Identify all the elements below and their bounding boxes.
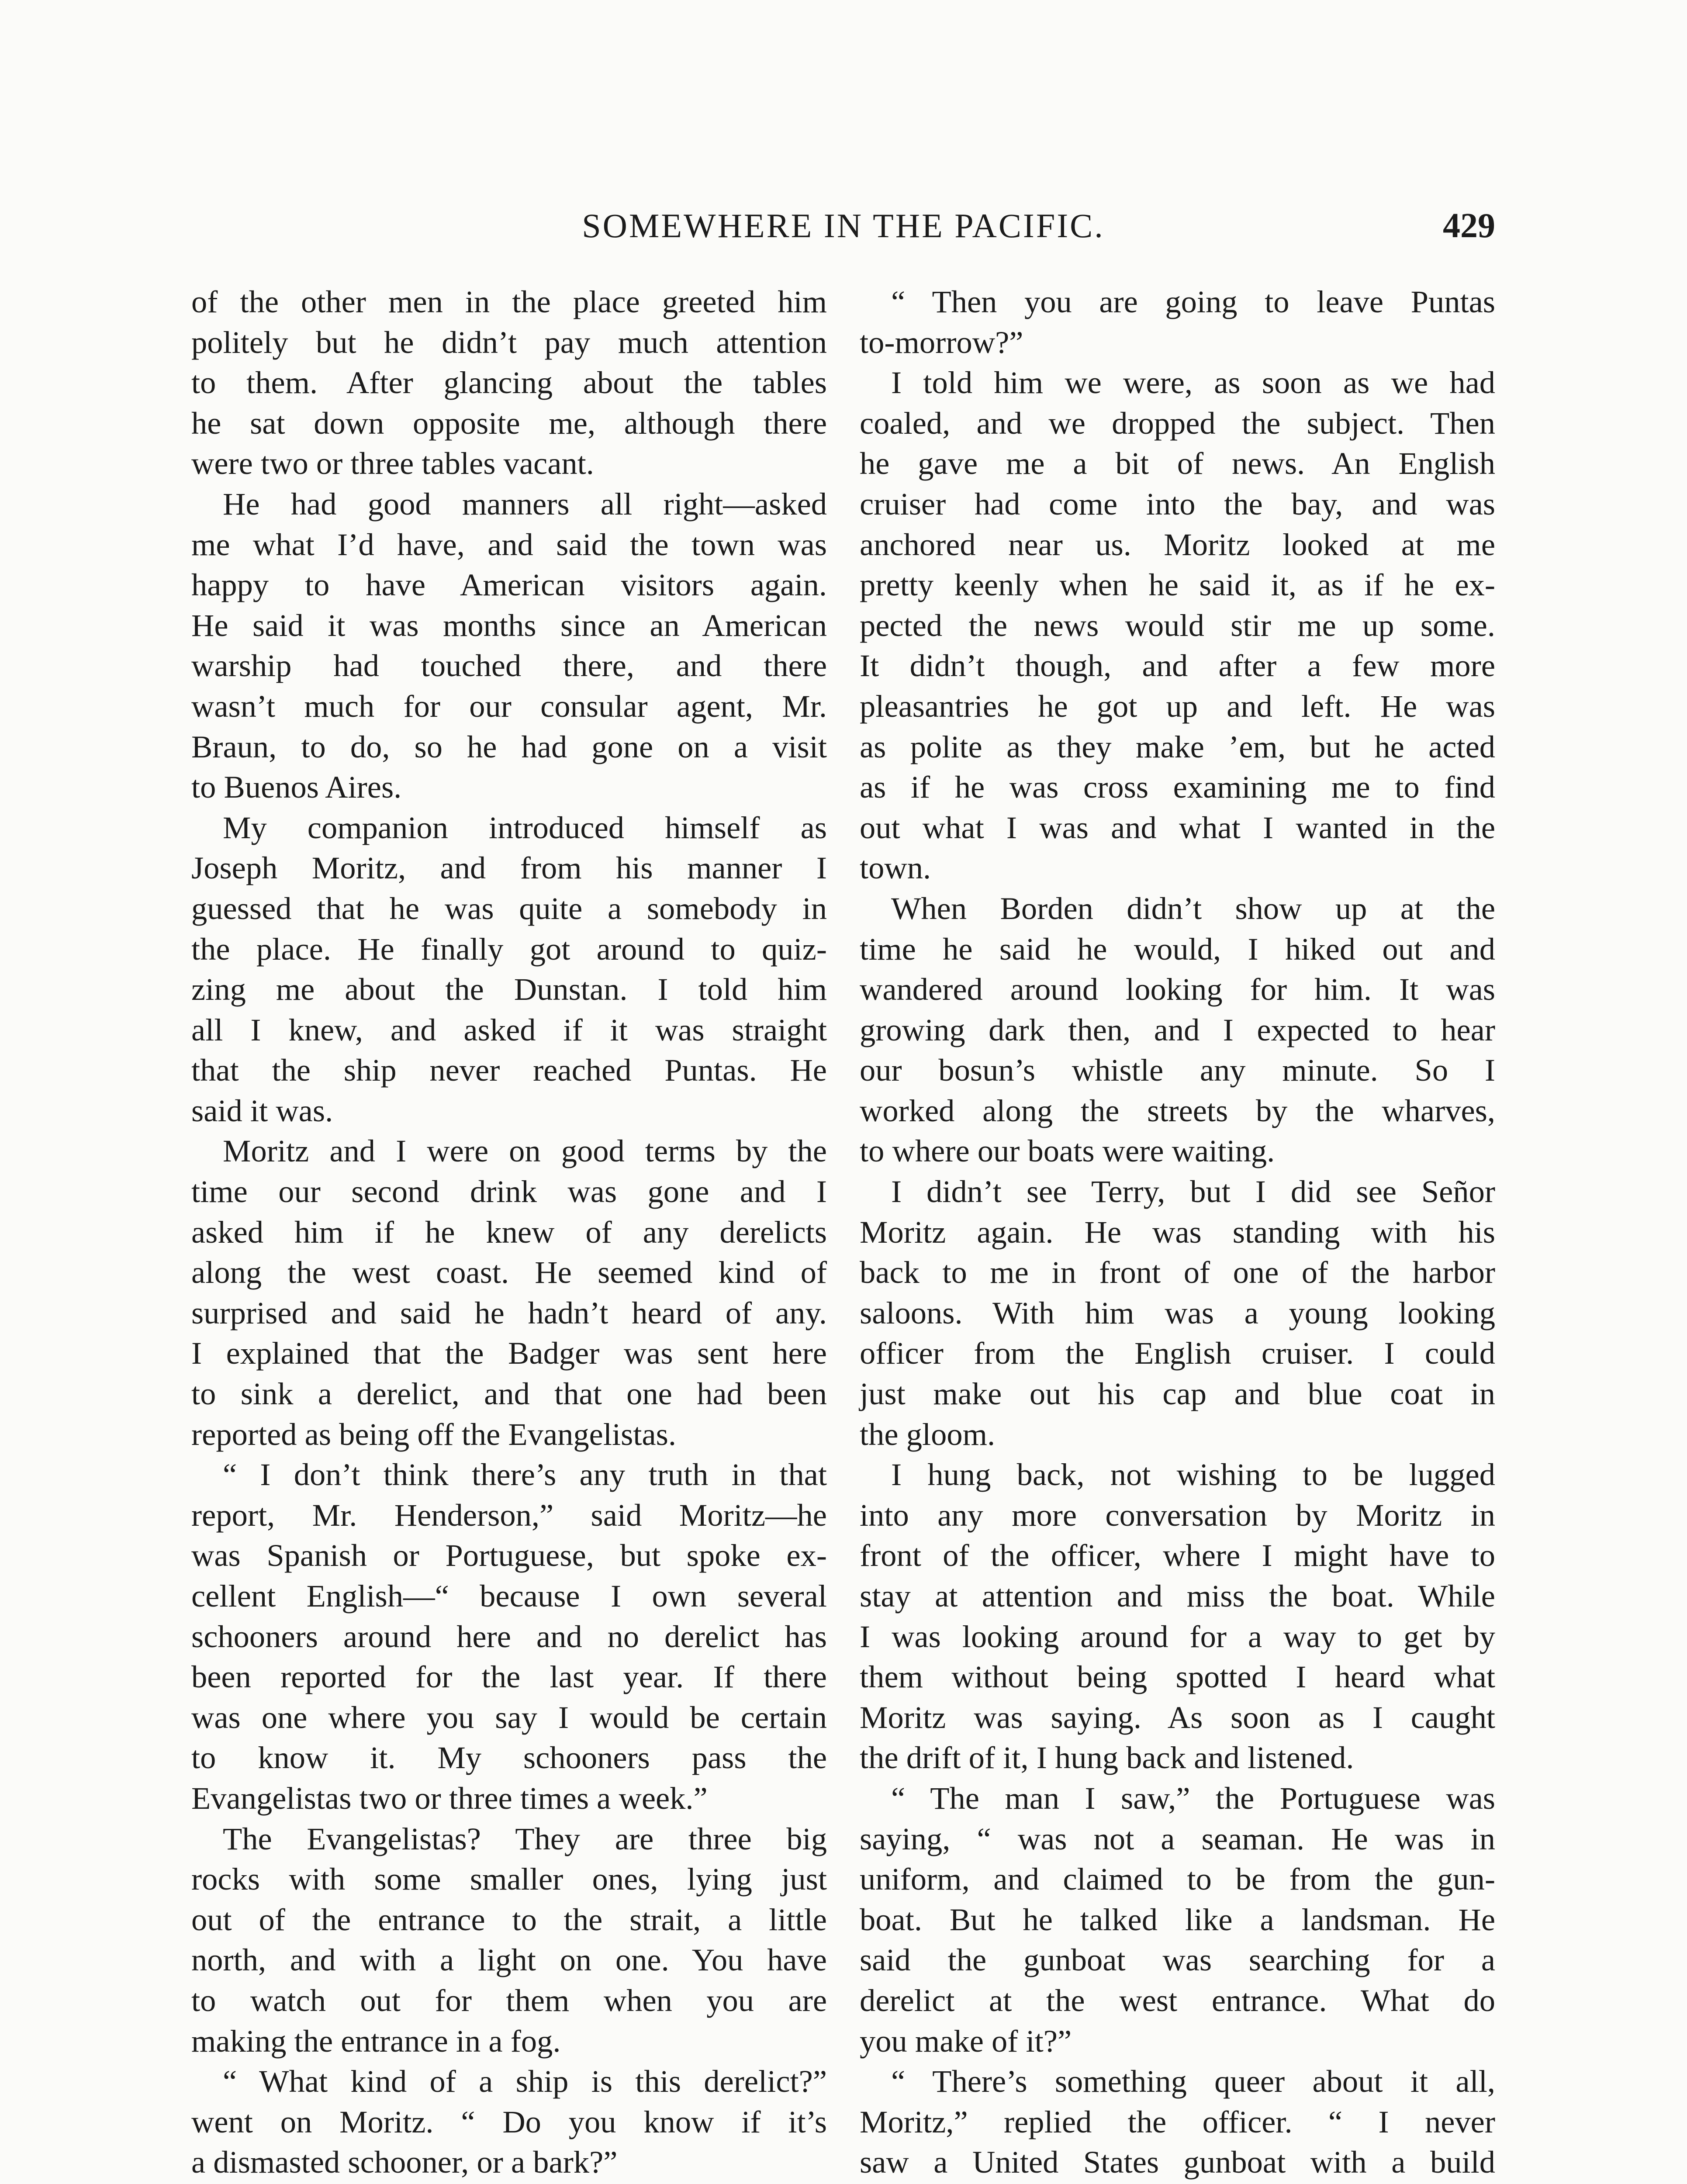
text-line: cruiser had come into the bay, and was bbox=[860, 486, 1495, 522]
text-line: asked him if he knew of any derelicts bbox=[191, 1214, 827, 1250]
text-line: went on Moritz. “ Do you know if it’s bbox=[191, 2104, 827, 2139]
text-line: uniform, and claimed to be from the gun- bbox=[860, 1861, 1495, 1897]
paragraph bbox=[860, 1171, 1495, 1455]
text-line: you make of it?” bbox=[860, 2023, 1072, 2059]
text-line: me what I’d have, and said the town was bbox=[191, 526, 827, 562]
text-line: pected the news would stir me up some. bbox=[860, 607, 1495, 643]
text-line: as if he was cross examining me to find bbox=[860, 769, 1495, 805]
text-line: time our second drink was gone and I bbox=[191, 1174, 827, 1209]
text-line: rocks with some smaller ones, lying just bbox=[191, 1861, 827, 1897]
text-line: to-morrow?” bbox=[860, 324, 1023, 360]
paragraph bbox=[191, 1131, 827, 1455]
text-line: anchored near us. Moritz looked at me bbox=[860, 526, 1495, 562]
text-line: along the west coast. He seemed kind of bbox=[191, 1254, 827, 1290]
text-line: stay at attention and miss the boat. While bbox=[860, 1578, 1495, 1614]
running-head bbox=[191, 202, 1495, 250]
text-line: front of the officer, where I might have to bbox=[860, 1538, 1495, 1573]
text-line: to them. After glancing about the tables bbox=[191, 365, 827, 401]
text-line: to where our boats were waiting. bbox=[860, 1133, 1275, 1169]
text-line: that the ship never reached Puntas. He bbox=[191, 1052, 827, 1088]
text-line: My companion introduced himself as bbox=[223, 809, 827, 845]
text-line: out of the entrance to the strait, a little bbox=[191, 1901, 827, 1937]
text-line: When Borden didn’t show up at the bbox=[891, 890, 1495, 926]
text-line: said it was. bbox=[191, 1092, 333, 1128]
left-column bbox=[191, 282, 827, 2184]
text-line: The Evangelistas? They are three big bbox=[223, 1821, 827, 1856]
text-line: to watch out for them when you are bbox=[191, 1982, 827, 2018]
text-line: our bosun’s whistle any minute. So I bbox=[860, 1052, 1495, 1088]
text-line: It didn’t though, and after a few more bbox=[860, 648, 1495, 684]
running-head-title: SOMEWHERE IN THE PACIFIC. bbox=[582, 207, 1105, 245]
paragraph bbox=[191, 1819, 827, 2062]
text-line: “ What kind of a ship is this derelict?” bbox=[223, 2063, 827, 2099]
paragraph bbox=[191, 2061, 827, 2183]
text-line: coaled, and we dropped the subject. Then bbox=[860, 405, 1495, 441]
text-line: pretty keenly when he said it, as if he ex- bbox=[860, 567, 1495, 603]
text-line: the drift of it, I hung back and listened. bbox=[860, 1740, 1354, 1776]
text-line: report, Mr. Henderson,” said Moritz—he bbox=[191, 1497, 827, 1533]
text-line: officer from the English cruiser. I could bbox=[860, 1335, 1495, 1371]
paragraph bbox=[860, 363, 1495, 888]
text-line: saloons. With him was a young looking bbox=[860, 1295, 1495, 1330]
text-line: time he said he would, I hiked out and bbox=[860, 931, 1495, 967]
text-line: to know it. My schooners pass the bbox=[191, 1740, 827, 1776]
text-line: Moritz was saying. As soon as I caught bbox=[860, 1699, 1495, 1735]
text-line: pleasantries he got up and left. He was bbox=[860, 688, 1495, 724]
paragraph bbox=[191, 1455, 827, 1818]
paragraph bbox=[191, 282, 827, 484]
text-line: Moritz again. He was standing with his bbox=[860, 1214, 1495, 1250]
paragraph bbox=[860, 1455, 1495, 1778]
right-column bbox=[860, 282, 1495, 2184]
text-line: all I knew, and asked if it was straight bbox=[191, 1012, 827, 1047]
text-line: as polite as they make ’em, but he acted bbox=[860, 729, 1495, 764]
text-line: of the other men in the place greeted him bbox=[191, 284, 827, 319]
text-line: the gloom. bbox=[860, 1416, 996, 1452]
text-line: zing me about the Dunstan. I told him bbox=[191, 971, 827, 1007]
text-line: He said it was months since an American bbox=[191, 607, 827, 643]
paragraph bbox=[860, 888, 1495, 1171]
text-line: wasn’t much for our consular agent, Mr. bbox=[191, 688, 827, 724]
text-line: reported as being off the Evangelistas. bbox=[191, 1416, 676, 1452]
text-line: schooners around here and no derelict has bbox=[191, 1618, 827, 1654]
text-line: the place. He finally got around to quiz- bbox=[191, 931, 827, 967]
text-line: He had good manners all right—asked bbox=[223, 486, 827, 522]
text-line: saying, “ was not a seaman. He was in bbox=[860, 1821, 1495, 1856]
text-line: Evangelistas two or three times a week.” bbox=[191, 1780, 708, 1816]
text-line: saw a United States gunboat with a build bbox=[860, 2144, 1495, 2180]
text-line: to sink a derelict, and that one had been bbox=[191, 1376, 827, 1412]
text-line: surprised and said he hadn’t heard of any. bbox=[191, 1295, 827, 1330]
paragraph bbox=[191, 484, 827, 808]
text-line: Joseph Moritz, and from his manner I bbox=[191, 850, 827, 886]
text-line: guessed that he was quite a somebody in bbox=[191, 890, 827, 926]
text-line: a dismasted schooner, or a bark?” bbox=[191, 2144, 618, 2180]
text-line: into any more conversation by Moritz in bbox=[860, 1497, 1495, 1533]
text-line: politely but he didn’t pay much attention bbox=[191, 324, 827, 360]
text-line: worked along the streets by the wharves, bbox=[860, 1092, 1495, 1128]
text-line: been reported for the last year. If there bbox=[191, 1659, 827, 1695]
text-line: were two or three tables vacant. bbox=[191, 446, 594, 481]
text-line: I was looking around for a way to get by bbox=[860, 1618, 1495, 1654]
text-line: was one where you say I would be certain bbox=[191, 1699, 827, 1735]
text-line: I explained that the Badger was sent here bbox=[191, 1335, 827, 1371]
text-line: “ There’s something queer about it all, bbox=[891, 2063, 1495, 2099]
text-line: he sat down opposite me, although there bbox=[191, 405, 827, 441]
text-line: cellent English—“ because I own several bbox=[191, 1578, 827, 1614]
text-line: out what I was and what I wanted in the bbox=[860, 809, 1495, 845]
text-line: growing dark then, and I expected to hear bbox=[860, 1012, 1495, 1047]
text-line: happy to have American visitors again. bbox=[191, 567, 827, 603]
text-line: back to me in front of one of the harbor bbox=[860, 1254, 1495, 1290]
text-line: I hung back, not wishing to be lugged bbox=[891, 1457, 1495, 1493]
paragraph bbox=[860, 1778, 1495, 2061]
text-line: I didn’t see Terry, but I did see Señor bbox=[891, 1174, 1495, 1209]
text-line: just make out his cap and blue coat in bbox=[860, 1376, 1495, 1412]
text-line: “ The man I saw,” the Portuguese was bbox=[891, 1780, 1495, 1816]
text-line: I told him we were, as soon as we had bbox=[891, 365, 1495, 401]
text-line: was Spanish or Portuguese, but spoke ex- bbox=[191, 1538, 827, 1573]
text-line: Braun, to do, so he had gone on a visit bbox=[191, 729, 827, 764]
paragraph bbox=[860, 282, 1495, 363]
text-line: said the gunboat was searching for a bbox=[860, 1942, 1495, 1978]
text-line: “ Then you are going to leave Puntas bbox=[891, 284, 1495, 319]
text-line: Moritz,” replied the officer. “ I never bbox=[860, 2104, 1495, 2139]
text-line: boat. But he talked like a landsman. He bbox=[860, 1901, 1495, 1937]
text-line: “ I don’t think there’s any truth in that bbox=[223, 1457, 827, 1493]
text-line: derelict at the west entrance. What do bbox=[860, 1982, 1495, 2018]
text-line: town. bbox=[860, 850, 931, 886]
paragraph bbox=[191, 808, 827, 1131]
text-line: warship had touched there, and there bbox=[191, 648, 827, 684]
text-line: north, and with a light on one. You have bbox=[191, 1942, 827, 1978]
text-line: Moritz and I were on good terms by the bbox=[223, 1133, 827, 1169]
text-line: he gave me a bit of news. An English bbox=[860, 446, 1495, 481]
text-line: them without being spotted I heard what bbox=[860, 1659, 1495, 1695]
text-line: to Buenos Aires. bbox=[191, 769, 402, 805]
text-line: making the entrance in a fog. bbox=[191, 2023, 561, 2059]
paragraph bbox=[860, 2061, 1495, 2184]
text-line: wandered around looking for him. It was bbox=[860, 971, 1495, 1007]
page-number: 429 bbox=[1443, 207, 1495, 245]
